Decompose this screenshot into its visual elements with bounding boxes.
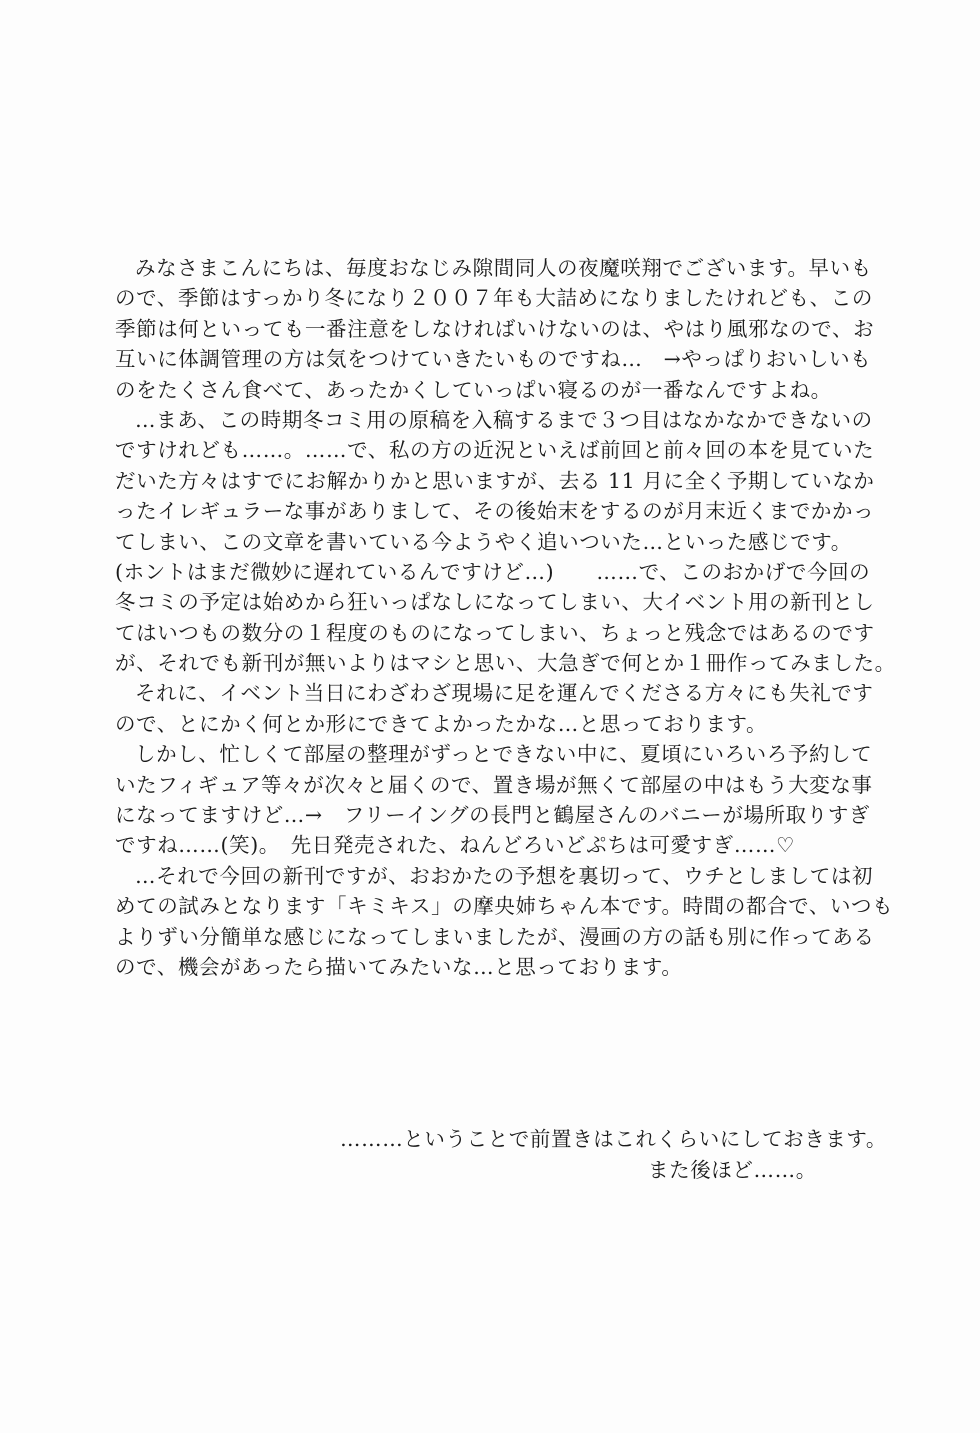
text-line: てはいつもの数分の１程度のものになってしまい、ちょっと残念ではあるのです <box>115 620 875 645</box>
signoff-line: また後ほど……。 <box>648 1158 817 1182</box>
text-line: (ホントはまだ微妙に遅れているんですけど…) ……で、このおかげで今回の <box>115 559 871 584</box>
text-line: になってますけど…→ フリーイングの長門と鶴屋さんのバニーが場所取りすぎ <box>115 803 871 828</box>
text-line: ので、とにかく何とか形にできてよかったかな…と思っております。 <box>115 711 768 736</box>
text-line: よりずい分簡単な感じになってしまいましたが、漫画の方の話も別に作ってある <box>115 924 875 949</box>
text-line: が、それでも新刊が無いよりはマシと思い、大急ぎで何とか１冊作ってみました。 <box>115 651 896 676</box>
closing-line: ………ということで前置きはこれくらいにしておきます。 <box>340 1127 887 1151</box>
text-line: ですね……(笑)。 先日発売された、ねんどろいどぷちは可愛すぎ……♡ <box>115 833 796 858</box>
text-line: ので、季節はすっかり冬になり２００７年も大詰めになりましたけれども、この <box>115 286 873 311</box>
text-line: しかし、忙しくて部屋の整理がずっとできない中に、夏頃にいろいろ予約して <box>135 742 873 767</box>
text-line: …それで今回の新刊ですが、おおかたの予想を裏切って、ウチとしましては初 <box>135 863 874 888</box>
text-line: ったイレギュラーな事がありまして、その後始末をするのが月末近くまでかかっ <box>115 499 875 524</box>
text-line: ので、機会があったら描いてみたいな…と思っております。 <box>115 954 683 979</box>
text-line: てしまい、この文章を書いている今ようやく追いついた…といった感じです。 <box>115 529 852 554</box>
text-line: …まあ、この時期冬コミ用の原稿を入稿するまで３つ目はなかなかできないの <box>135 407 873 432</box>
text-line: それに、イベント当日にわざわざ現場に足を運んでくださる方々にも失礼です <box>135 681 874 706</box>
text-line: ですけれども……。……で、私の方の近況といえば前回と前々回の本を見ていた <box>115 438 875 463</box>
text-line: 冬コミの予定は始めから狂いっぱなしになってしまい、大イベント用の新刊とし <box>115 590 875 615</box>
text-line: めての試みとなります「キミキス」の摩央姉ちゃん本です。時間の都合で、いつも <box>115 894 894 919</box>
text-line: 季節は何といっても一番注意をしなければいけないのは、やはり風邪なので、お <box>115 316 875 341</box>
text-line: だいた方々はすでにお解かりかと思いますが、去る 11 月に全く予期していなか <box>115 468 875 493</box>
afterword-text <box>115 253 896 982</box>
text-line: みなさまこんにちは、毎度おなじみ隙間同人の夜魔咲翔でございます。早いも <box>135 256 872 280</box>
text-line: のをたくさん食べて、あったかくしていっぱい寝るのが一番なんですよね。 <box>115 377 832 402</box>
text-line: いたフィギュア等々が次々と届くので、置き場が無くて部屋の中はもう大変な事 <box>115 772 873 797</box>
text-line: 互いに体調管理の方は気をつけていきたいものですね… →やっぱりおいしいも <box>115 347 872 372</box>
